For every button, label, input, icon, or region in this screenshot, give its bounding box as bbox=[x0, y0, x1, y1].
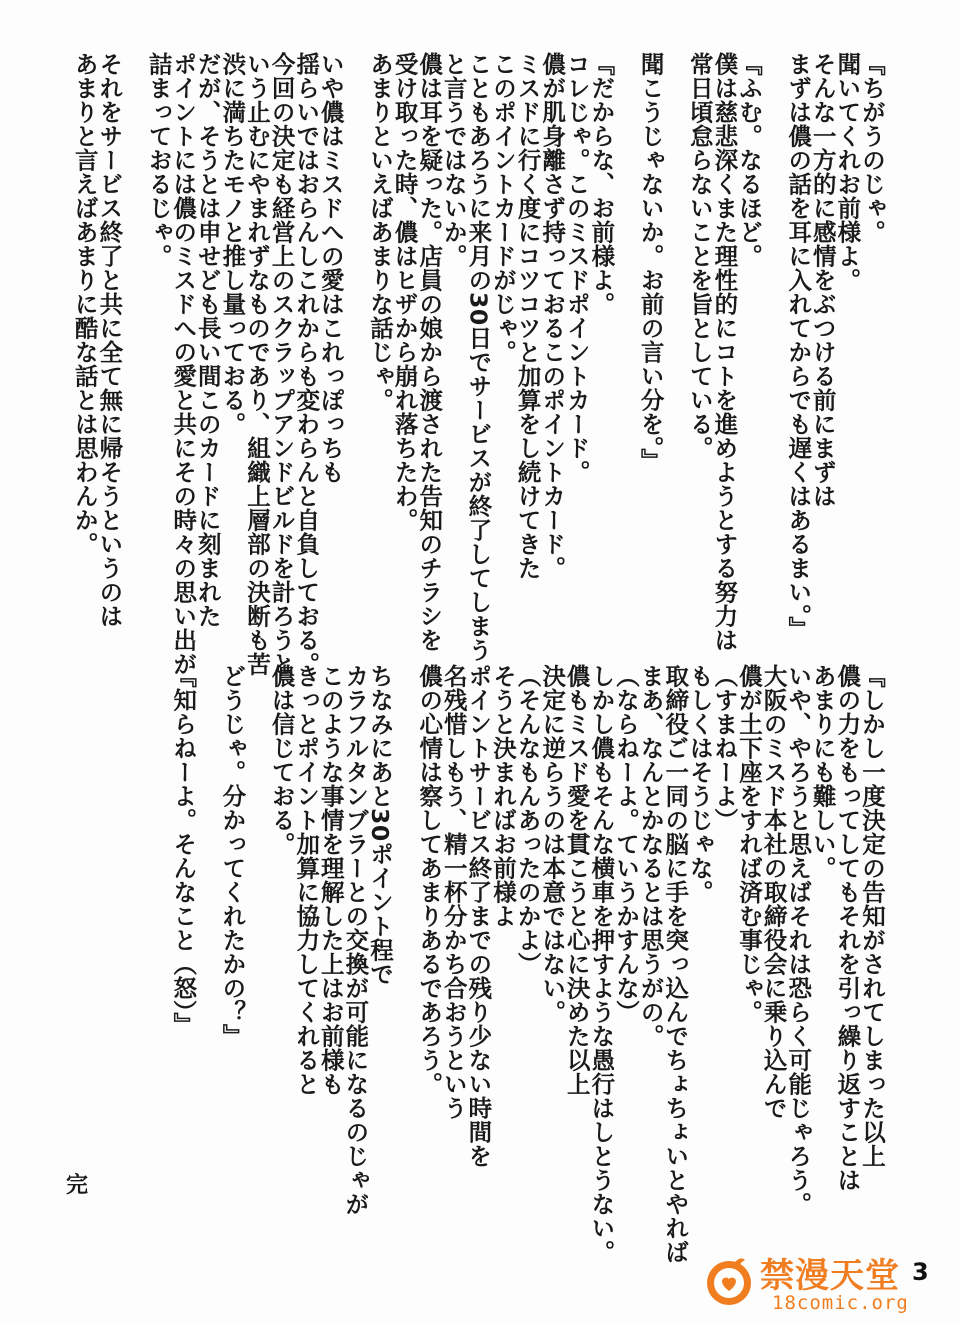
text-column: 『しかし一度決定の告知がされてしまった以上 bbox=[858, 664, 886, 1168]
text-column: 儂の心情は察してあまりあるであろう。 bbox=[415, 664, 444, 1096]
text-column: 決定に逆らうのは本意ではない。 bbox=[538, 664, 567, 1024]
text-column: 僕は慈悲深くまた理性的にコトを進めようとする努力は bbox=[710, 52, 739, 652]
text-column: まあ、なんとかなるとは思うがの。 bbox=[636, 664, 665, 1048]
text-column: コレじゃ。このミスドポイントカード。 bbox=[562, 52, 591, 484]
text-column: 儂が土下座をすれば済む事じゃ。 bbox=[735, 664, 763, 1024]
text-column: 取締役ご一同の脳に手を突っ込んでちょちょいとやれば bbox=[661, 664, 690, 1264]
text-column: あまりといえばあまりな話じゃ。 bbox=[366, 52, 394, 412]
text-column: 名残惜しもう、精一杯分かち合おうという bbox=[439, 664, 468, 1120]
text-column: 儂が肌身離さず持っておるこのポイントカード。 bbox=[538, 52, 567, 580]
text-column: そんな一方的に感情をぶつける前にまずは bbox=[808, 52, 837, 508]
text-column: 儂もミスド愛を貫こうと心に決めた以上 bbox=[562, 664, 591, 1096]
text-column: 儂は耳を疑った。店員の娘から渡された告知のチラシを bbox=[415, 52, 444, 652]
text-column: このポイントカードがじゃ。 bbox=[489, 52, 517, 364]
text-column: 儂は信じておる。 bbox=[267, 664, 296, 856]
text-column: 揺らいではおらんしこれからも変わらんと自負しておる。 bbox=[292, 52, 321, 676]
text-column: 『だからな、お前様よ。 bbox=[587, 52, 616, 316]
text-column: あまりと言えばあまりに酷な話とは思わんか。 bbox=[70, 52, 99, 556]
watermark-title: 禁漫天堂 bbox=[760, 1256, 900, 1296]
text-column: ポイントサービス終了までの残り少ない時間を bbox=[464, 664, 493, 1168]
text-column: カラフルタンブラーとの交換が可能になるのじゃが bbox=[341, 664, 370, 1216]
text-column: 儂の力をもってしてもそれを引っ繰り返すことは bbox=[833, 664, 862, 1192]
text-column: いや、やろうと思えばそれは恐らく可能じゃろう。 bbox=[784, 664, 813, 1216]
end-mark: 完 bbox=[66, 1173, 89, 1198]
text-column: と言うではないか。 bbox=[439, 52, 468, 268]
text-column: だが、そうとは申せども長い間このカードに刻まれた bbox=[193, 52, 222, 628]
text-column: あまりにも難しい。 bbox=[808, 664, 837, 880]
text-column: いう止むにやまれずなものであり、組織上層部の決断も苦 bbox=[243, 52, 271, 676]
text-column: そうと決まればお前様よ bbox=[489, 664, 517, 928]
watermark-url: 18comic.org bbox=[772, 1292, 909, 1314]
text-column: いや儂はミスドへの愛はこれっぽっちも bbox=[316, 52, 345, 484]
text-column: もしくはそうじゃな。 bbox=[685, 664, 714, 904]
text-column: 大阪のミスド本社の取締役会に乗り込んで bbox=[759, 664, 788, 1120]
text-column: 今回の決定も経営上のスクラップアンドビルドを計ろうと bbox=[267, 52, 296, 676]
text-column: このような事情を理解した上はお前様も bbox=[316, 664, 345, 1096]
text-column: 『ちがうのじゃ。 bbox=[858, 52, 886, 244]
text-column: （ならねーよ。ていうかすんな） bbox=[612, 664, 640, 1024]
watermark-logo-icon bbox=[702, 1254, 756, 1308]
text-column: それをサービス終了と共に全て無に帰そうというのは bbox=[95, 52, 124, 628]
text-column: こともあろうに来月の30日でサービスが終了してしまう bbox=[464, 52, 493, 662]
text-column: まずは儂の話を耳に入れてからでも遅くはあるまい。』 bbox=[784, 52, 813, 641]
text-column: しかし儂もそんな横車を押すような愚行はしとうない。 bbox=[587, 664, 616, 1264]
page-number: 3 bbox=[912, 1258, 929, 1286]
text-column: 受け取った時、儂はヒザから崩れ落ちたわ。 bbox=[390, 52, 419, 532]
text-column: 聞こうじゃないか。お前の言い分を。』 bbox=[636, 52, 665, 473]
text-column: どうじゃ。分かってくれたかの？』 bbox=[218, 664, 247, 1048]
text-column: ミスドに行く度にコツコツと加算をし続けてきた bbox=[513, 52, 542, 580]
text-column: きっとポイント加算に協力してくれると bbox=[292, 664, 321, 1096]
text-column: ポイントには儂のミスドへの愛と共にその時々の思い出が bbox=[169, 52, 198, 676]
text-column: ちなみにあと30ポイント程で bbox=[366, 664, 394, 986]
text-column: 『知らねーよ。そんなこと（怒）』 bbox=[169, 664, 198, 1037]
text-column: （すまねーよ） bbox=[710, 664, 739, 832]
text-column: 詰まっておるじゃ。 bbox=[144, 52, 173, 268]
text-column: 『ふむ。なるほど。 bbox=[735, 52, 763, 268]
watermark bbox=[702, 1246, 928, 1318]
text-column: 常日頃怠らないことを旨としている。 bbox=[685, 52, 714, 460]
text-column: 渋に満ちたモノと推し量っておる。 bbox=[218, 52, 247, 436]
text-column: 聞いてくれお前様よ。 bbox=[833, 52, 862, 292]
text-column: （そんなもんあったのかよ） bbox=[513, 664, 542, 976]
